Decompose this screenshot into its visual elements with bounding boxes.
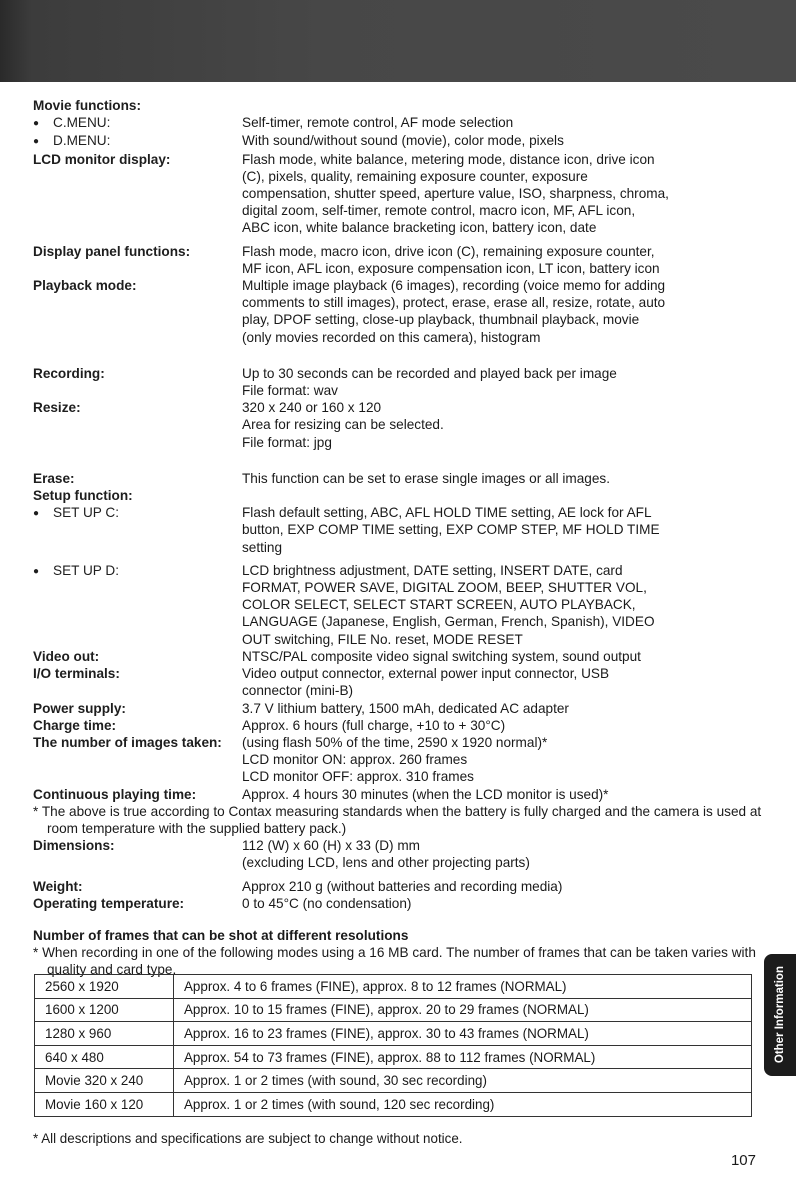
spec-value: [242, 470, 763, 487]
spec-value-line: Flash mode, macro icon, drive icon (C), remaining exposure counter,: [242, 243, 655, 259]
spec-value: [242, 487, 763, 504]
spec-value-line: Approx 210 g (without batteries and recording media): [242, 878, 563, 894]
resolutions-title: Number of frames that can be shot at different resolutions: [33, 927, 409, 943]
spec-label: Erase:: [33, 470, 75, 486]
spec-group-main: [33, 97, 763, 803]
spec-label: ● SET UP C:: [33, 504, 242, 556]
spacer: [33, 451, 763, 470]
spec-value: [242, 97, 763, 114]
spec-value-line: With sound/without sound (movie), color mode, pixels: [242, 133, 564, 149]
spec-label: Operating temperature:: [33, 895, 185, 911]
spec-label: Dimensions:: [33, 838, 115, 854]
spec-group-physical: [33, 837, 763, 912]
spec-row: [33, 665, 763, 699]
resolution-mode-cell: Movie 160 x 120: [35, 1092, 174, 1116]
spec-value-line: button, EXP COMP TIME setting, EXP COMP STEP, MF HOLD TIME: [242, 522, 660, 538]
section-tab-label: Other Information: [774, 966, 786, 1064]
spec-value-line: NTSC/PAL composite video signal switching system, sound output: [242, 648, 641, 664]
spec-value: [242, 648, 763, 665]
spec-value: [242, 717, 763, 734]
spec-value-line: 320 x 240 or 160 x 120: [242, 400, 382, 416]
resolution-frames-cell: Approx. 16 to 23 frames (FINE), approx. 30 to 43 frames (NORMAL): [174, 1022, 752, 1046]
spec-row: [33, 243, 763, 277]
spec-label: Continuous playing time:: [33, 786, 197, 802]
spec-label: Charge time:: [33, 717, 117, 733]
spec-value-line: Self-timer, remote control, AF mode selection: [242, 115, 514, 131]
spec-value-line: Flash default setting, ABC, AFL HOLD TIME setting, AE lock for AFL: [242, 505, 652, 521]
table-row: [35, 975, 752, 999]
table-row: [35, 1092, 752, 1116]
spec-value: [242, 151, 763, 237]
spec-value-line: COLOR SELECT, SELECT START SCREEN, AUTO PLAYBACK,: [242, 597, 636, 613]
resolutions-note: * When recording in one of the following modes using a 16 MB card. The number of frames that can be taken varies with quality and card type.: [33, 944, 763, 978]
spec-value: [242, 734, 763, 786]
spec-value-line: connector (mini-B): [242, 683, 354, 699]
spec-value: [242, 665, 763, 699]
spec-value-line: Area for resizing can be selected.: [242, 417, 444, 433]
spec-value: [242, 277, 763, 346]
spec-row: [33, 114, 763, 132]
spec-value-line: MF icon, AFL icon, exposure compensation icon, LT icon, battery icon: [242, 260, 660, 276]
spec-value-line: Up to 30 seconds can be recorded and played back per image: [242, 365, 617, 381]
header-band: [0, 0, 796, 82]
spec-row: [33, 717, 763, 734]
spec-value-line: (using flash 50% of the time, 2590 x 1920 normal)*: [242, 734, 548, 750]
spec-value: [242, 895, 763, 912]
spec-value-line: setting: [242, 539, 283, 555]
spec-label: Setup function:: [33, 488, 133, 504]
spec-value-line: Approx. 6 hours (full charge, +10 to + 30°C): [242, 717, 506, 733]
spec-value-line: LCD monitor OFF: approx. 310 frames: [242, 769, 474, 785]
spec-value: [242, 878, 763, 895]
spec-label: Weight:: [33, 878, 83, 894]
battery-note: * The above is true according to Contax measuring standards when the battery is fully charged and the camera is used at room temperature with the supplied battery pack.): [33, 803, 763, 837]
spec-value-line: (C), pixels, quality, remaining exposure counter, exposure: [242, 168, 588, 184]
spec-row: [33, 648, 763, 665]
section-tab: [764, 954, 796, 1076]
spec-value: [242, 399, 763, 451]
spec-value-line: 3.7 V lithium battery, 1500 mAh, dedicated AC adapter: [242, 700, 569, 716]
spacer: [33, 346, 763, 365]
spec-label: ● SET UP D:: [33, 562, 242, 648]
spec-value-line: OUT switching, FILE No. reset, MODE RESET: [242, 631, 523, 647]
spec-label: I/O terminals:: [33, 666, 120, 682]
spec-label: ● C.MENU:: [33, 114, 242, 132]
spec-label: The number of images taken:: [33, 734, 222, 750]
spec-row: [33, 837, 763, 871]
table-row: [35, 1022, 752, 1046]
spec-label: Display panel functions:: [33, 243, 191, 259]
spec-value-line: Approx. 4 hours 30 minutes (when the LCD monitor is used)*: [242, 786, 609, 802]
spec-value: [242, 114, 763, 132]
spec-value-line: play, DPOF setting, close-up playback, thumbnail playback, movie: [242, 312, 640, 328]
spec-row: [33, 487, 763, 504]
spec-value: [242, 837, 763, 871]
spec-value-line: digital zoom, self-timer, remote control, macro icon, MF, AFL icon,: [242, 203, 636, 219]
resolution-mode-cell: 1280 x 960: [35, 1022, 174, 1046]
spec-value: [242, 562, 763, 648]
spec-label: Resize:: [33, 400, 81, 416]
footnote: * All descriptions and specifications are subject to change without notice.: [33, 1131, 463, 1146]
spec-value: [242, 243, 763, 277]
spec-row: [33, 734, 763, 786]
spec-value-line: FORMAT, POWER SAVE, DIGITAL ZOOM, BEEP, SHUTTER VOL,: [242, 580, 647, 596]
spec-value-line: (excluding LCD, lens and other projecting parts): [242, 855, 530, 871]
spec-row: [33, 277, 763, 346]
spec-label: Power supply:: [33, 700, 126, 716]
spec-value-line: LCD brightness adjustment, DATE setting, INSERT DATE, card: [242, 562, 623, 578]
spec-value-line: comments to still images), protect, erase, erase all, resize, rotate, auto: [242, 295, 666, 311]
spec-value-line: ABC icon, white balance bracketing icon, battery icon, date: [242, 220, 597, 236]
resolution-frames-cell: Approx. 10 to 15 frames (FINE), approx. 20 to 29 frames (NORMAL): [174, 998, 752, 1022]
spec-label: Movie functions:: [33, 98, 141, 113]
spec-value-line: 112 (W) x 60 (H) x 33 (D) mm: [242, 838, 420, 854]
spec-row: [33, 470, 763, 487]
spec-row: [33, 97, 763, 114]
spec-value: [242, 365, 763, 399]
spec-value: [242, 132, 763, 150]
spec-value-line: LCD monitor ON: approx. 260 frames: [242, 752, 468, 768]
table-row: [35, 1069, 752, 1093]
spec-label: Recording:: [33, 365, 105, 381]
resolution-frames-cell: Approx. 1 or 2 times (with sound, 30 sec recording): [174, 1069, 752, 1093]
spec-value-line: (only movies recorded on this camera), histogram: [242, 329, 541, 345]
spec-label: Playback mode:: [33, 278, 137, 294]
page-number: 107: [730, 1152, 756, 1169]
spec-row: [33, 151, 763, 237]
spec-value: [242, 504, 763, 556]
resolution-mode-cell: 2560 x 1920: [35, 975, 174, 999]
spec-label: LCD monitor display:: [33, 151, 171, 167]
spec-value-line: Flash mode, white balance, metering mode, distance icon, drive icon: [242, 151, 655, 167]
spec-row: [33, 878, 763, 895]
resolution-table: [34, 974, 752, 1117]
spec-value-line: Multiple image playback (6 images), recording (voice memo for adding: [242, 278, 666, 294]
spec-value-line: Video output connector, external power input connector, USB: [242, 666, 610, 682]
spec-list: [33, 97, 763, 979]
table-row: [35, 998, 752, 1022]
spec-row: [33, 786, 763, 803]
spec-label: ● D.MENU:: [33, 132, 242, 150]
spec-value-line: compensation, shutter speed, aperture value, ISO, sharpness, chroma,: [242, 186, 669, 202]
resolution-frames-cell: Approx. 4 to 6 frames (FINE), approx. 8 to 12 frames (NORMAL): [174, 975, 752, 999]
resolution-mode-cell: Movie 320 x 240: [35, 1069, 174, 1093]
resolution-frames-cell: Approx. 54 to 73 frames (FINE), approx. 88 to 112 frames (NORMAL): [174, 1045, 752, 1069]
spec-label: Video out:: [33, 648, 100, 664]
spec-value-line: File format: wav: [242, 383, 338, 399]
resolution-frames-cell: Approx. 1 or 2 times (with sound, 120 sec recording): [174, 1092, 752, 1116]
resolution-mode-cell: 1600 x 1200: [35, 998, 174, 1022]
spec-row: [33, 365, 763, 399]
spec-value-line: This function can be set to erase single images or all images.: [242, 470, 610, 486]
table-row: [35, 1045, 752, 1069]
spec-row: [33, 562, 763, 648]
spec-value: [242, 700, 763, 717]
spec-row: [33, 504, 763, 556]
spec-value: [242, 786, 763, 803]
spec-value-line: LANGUAGE (Japanese, English, German, French, Spanish), VIDEO: [242, 614, 655, 630]
spec-row: [33, 895, 763, 912]
spec-value-line: 0 to 45°C (no condensation): [242, 895, 412, 911]
spec-value-line: File format: jpg: [242, 434, 332, 450]
spec-row: [33, 399, 763, 451]
spec-row: [33, 700, 763, 717]
spec-row: [33, 132, 763, 150]
resolution-mode-cell: 640 x 480: [35, 1045, 174, 1069]
